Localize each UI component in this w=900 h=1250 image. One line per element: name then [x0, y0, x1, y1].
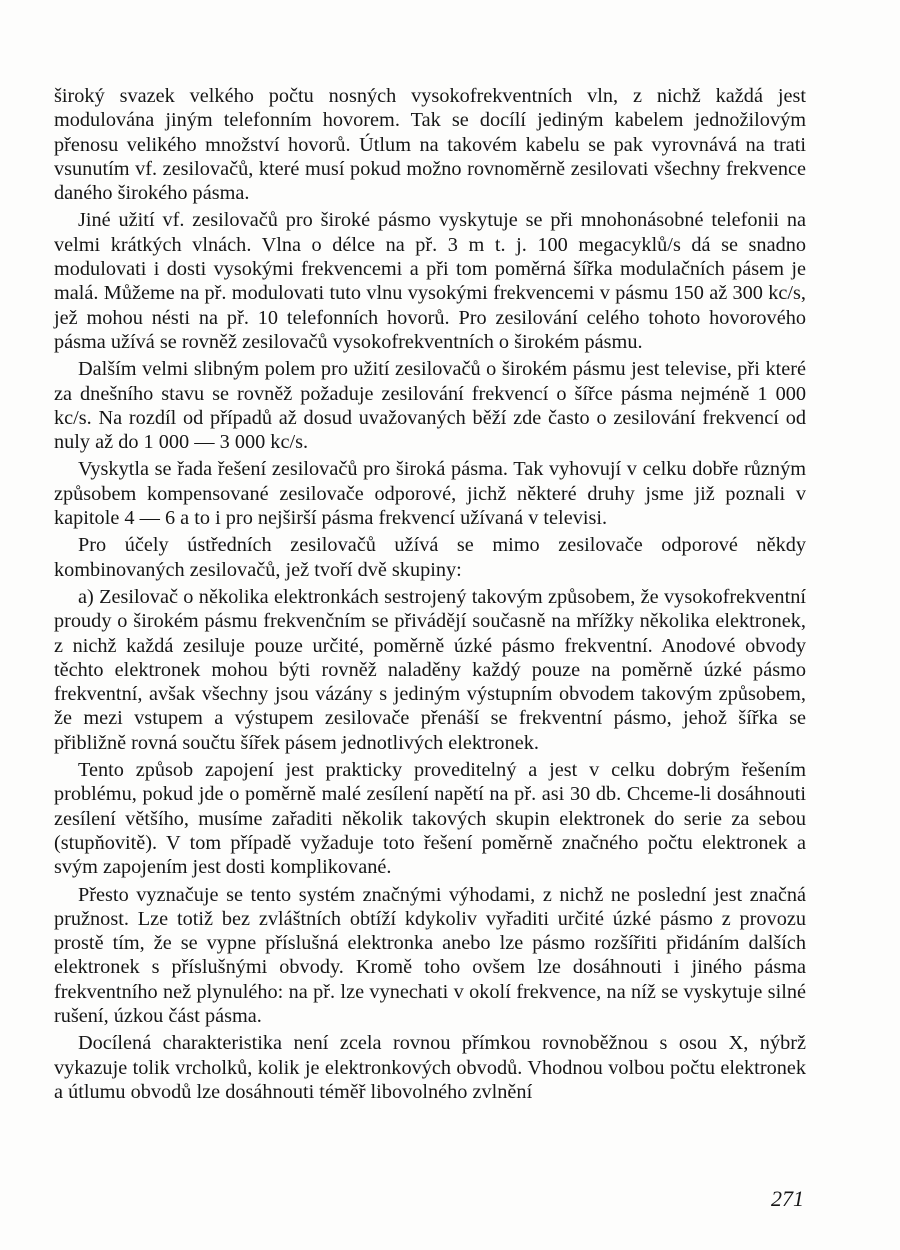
- page-number: 271: [771, 1186, 804, 1211]
- paragraph-9: Docílená charakteristika není zcela rovnou přímkou rovnoběžnou s osou X, nýbrž vykazuje tolik vrcholků, kolik je elektronkových obvodů. Vhodnou volbou počtu elektronek a útlumu obvodů lze dosáhnouti téměř libovolného zvlnění: [54, 1032, 806, 1103]
- paragraph-5: Pro účely ústředních zesilovačů užívá se mimo zesilovače odporové někdy kombinovaných zesilovačů, jež tvoří dvě skupiny:: [54, 534, 806, 581]
- paragraph-6: a) Zesilovač o několika elektronkách sestrojený takovým způsobem, že vysokofrekventní proudy o širokém pásmu frekvenčním se přivádějí současně na mřížky několika elektronek, z nichž každá zesiluje pouze určité, poměrně úzké pásmo frekventní. Anodové obvody těchto elektronek mohou býti rovněž naladěny každý pouze na poměrně úzké pásmo frekventní, avšak všechny jsou vázány s jediným výstupním obvodem takovým způsobem, že mezi vstupem a výstupem zesilovače přenáší se frekventní pásmo, jehož šířka se přibližně rovná součtu šířek pásem jednotlivých elektronek.: [54, 585, 806, 754]
- paragraph-3: Dalším velmi slibným polem pro užití zesilovačů o širokém pásmu jest televise, při které za dnešního stavu se rovněž požaduje zesilování frekvencí o šířce pásma nejméně 1 000 kc/s. Na rozdíl od případů až dosud uvažovaných běží zde často o zesilování frekvencí od nuly až do 1 000 — 3 000 kc/s.: [54, 358, 806, 454]
- paragraph-4: Vyskytla se řada řešení zesilovačů pro široká pásma. Tak vyhovují v celku dobře různým způsobem kompensované zesilovače odporové, jichž některé druhy jsme již poznali v kapitole 4 — 6 a to i pro nejširší pásma frekvencí užívaná v televisi.: [54, 458, 806, 530]
- paragraph-7: Tento způsob zapojení jest prakticky proveditelný a jest v celku dobrým řešením problému, pokud jde o poměrně malé zesílení napětí na př. asi 30 db. Chceme-li dosáhnouti zesílení většího, musíme zařaditi několik takových skupin elektronek do serie za sebou (stupňovitě). V tom případě vyžaduje toto řešení poměrně značného počtu elektronek a svým zapojením jest dosti komplikované.: [54, 759, 806, 879]
- paragraph-2: Jiné užití vf. zesilovačů pro široké pásmo vyskytuje se při mnohonásobné telefonii na velmi krátkých vlnách. Vlna o délce na př. 3 m t. j. 100 megacyklů/s dá se snadno modulovati i dosti vysokými frekvencemi a při tom poměrná šířka modulačních pásem je malá. Můžeme na př. modulovati tuto vlnu vysokými frekvencemi v pásmu 150 až 300 kc/s, jež mohou nésti na př. 10 telefonních hovorů. Pro zesilování celého tohoto hovorového pásma užívá se rovněž zesilovačů vysokofrekventních o širokém pásmu.: [54, 209, 806, 353]
- paragraph-8: Přesto vyznačuje se tento systém značnými výhodami, z nichž ne poslední jest značná pružnost. Lze totiž bez zvláštních obtíží kdykoliv vyřaditi určité úzké pásmo z provozu prostě tím, že se vypne příslušná elektronka anebo lze pásmo rozšířiti přidáním dalších elektronek s příslušnými obvody. Kromě toho ovšem lze dosáhnouti i jiného pásma frekventního než plynulého: na př. lze vynechati v okolí frekvence, na níž se vyskytuje silné rušení, úzkou část pásma.: [54, 883, 806, 1027]
- paragraph-1: široký svazek velkého počtu nosných vysokofrekventních vln, z nichž každá jest modulována jiným telefonním hovorem. Tak se docílí jediným kabelem jednožilovým přenosu velikého množství hovorů. Útlum na takovém kabelu se pak vyrovnává na trati vsunutím vf. zesilovačů, které musí pokud možno rovnoměrně zesilovati všechny frekvence daného širokého pásma.: [54, 85, 806, 205]
- body-text: [54, 84, 806, 1107]
